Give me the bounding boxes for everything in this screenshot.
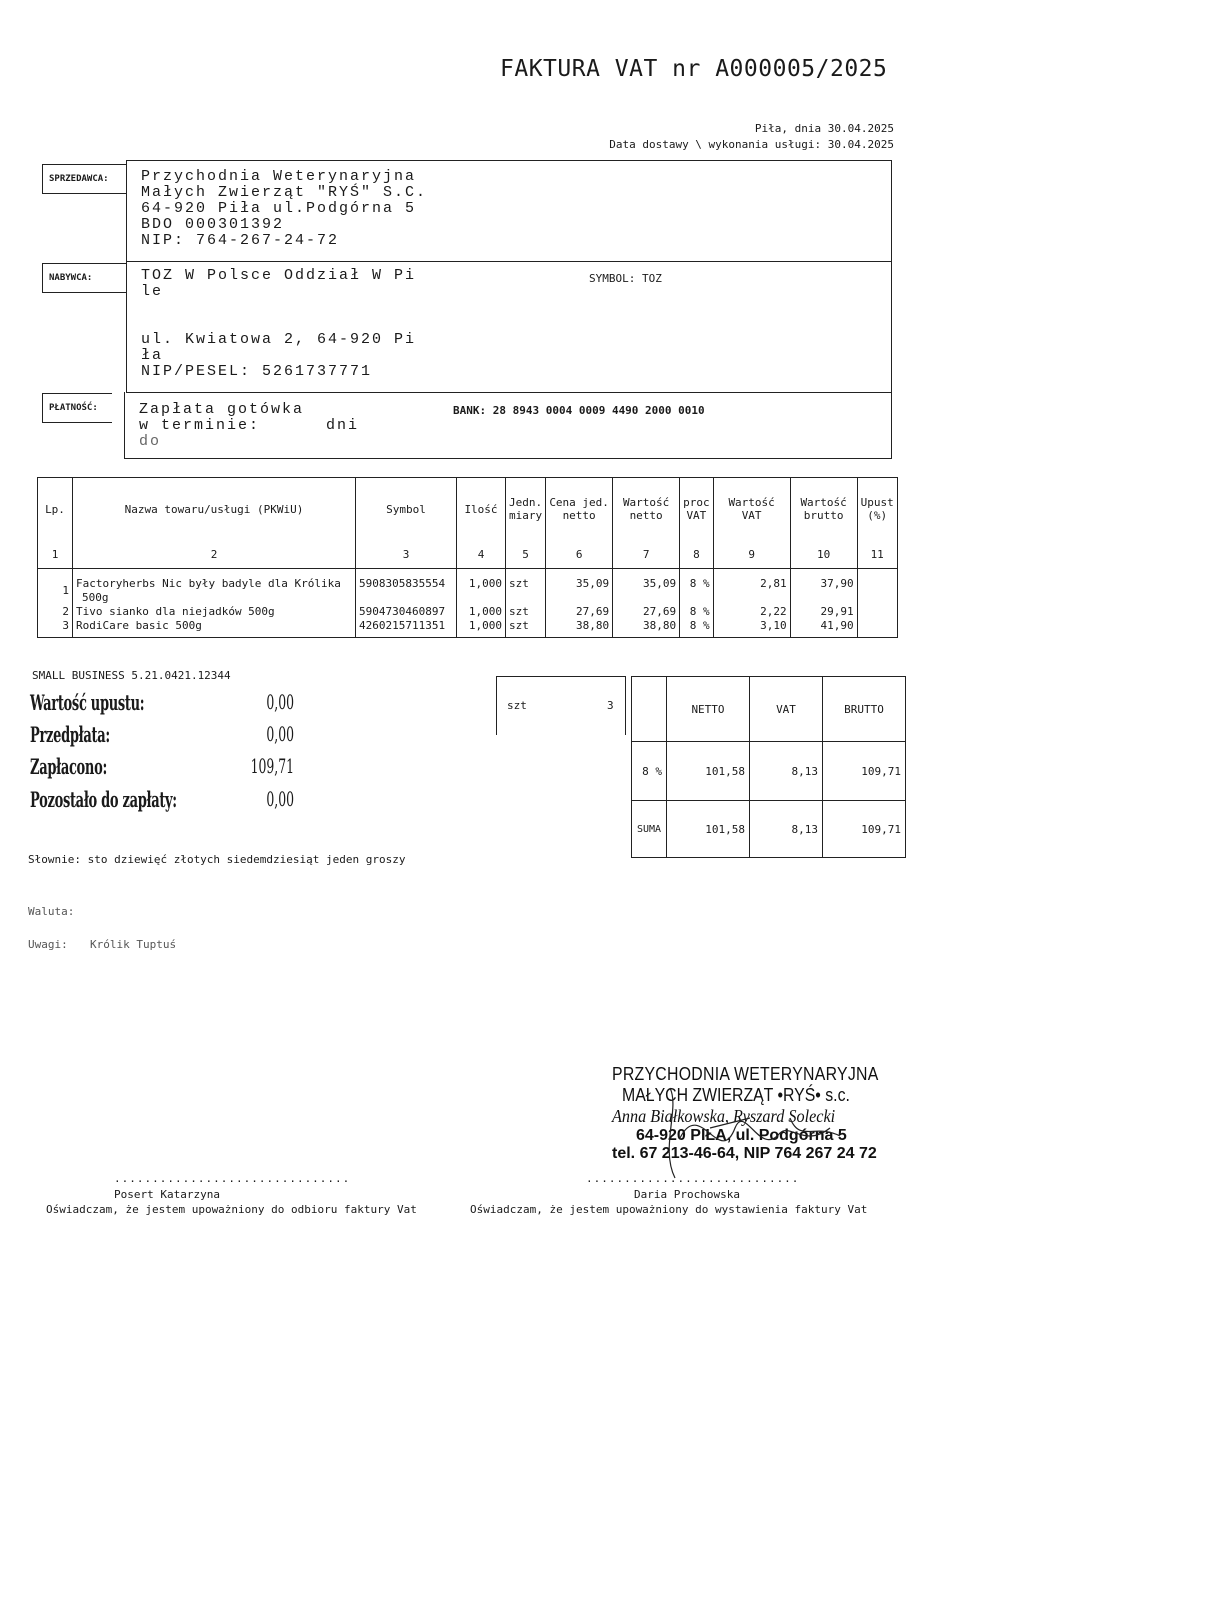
col-number: 4 [457, 540, 506, 569]
row-unit: szt [506, 569, 546, 606]
col-vat: Wartość VAT [713, 478, 790, 541]
row-price: 38,80 [546, 619, 613, 638]
items-table [37, 477, 898, 638]
table-row [38, 605, 898, 619]
vat-sum-label: SUMA [632, 801, 667, 858]
buyer-tag: NABYWCA: [42, 263, 127, 293]
discount-label: Wartość upustu: [30, 690, 145, 715]
buyer-name-line2: le [141, 283, 164, 300]
paid-label: Zapłacono: [30, 754, 107, 779]
vat-header-gross: BRUTTO [823, 677, 906, 742]
table-row [38, 569, 898, 606]
delivery-date: Data dostawy \ wykonania usługi: 30.04.2025 [609, 138, 894, 151]
vat-header-net: NETTO [667, 677, 750, 742]
row-qty: 1,000 [457, 569, 506, 606]
notes-label: Uwagi: [28, 938, 68, 951]
vat-sum-gross: 109,71 [823, 801, 906, 858]
row-name: Tivo sianko dla niejadków 500g [73, 605, 356, 619]
row-vat-rate: 8 % [680, 569, 714, 606]
payment-method: Zapłata gotówka [139, 401, 305, 418]
receiver-name: Posert Katarzyna [114, 1188, 220, 1201]
vat-rate-gross: 109,71 [823, 742, 906, 801]
payment-details [139, 402, 359, 450]
invoice-title: FAKTURA VAT nr A000005/2025 [500, 56, 888, 82]
prepayment-label: Przedpłata: [30, 722, 110, 747]
row-vat-rate: 8 % [680, 605, 714, 619]
seller-bdo: BDO 000301392 [141, 216, 285, 233]
row-net: 38,80 [613, 619, 680, 638]
payment-term: w terminie: dni [139, 417, 360, 434]
row-lp: 2 [38, 605, 73, 619]
seller-box [126, 160, 892, 262]
row-discount [857, 605, 897, 619]
issuer-statement: Oświadczam, że jestem upoważniony do wystawienia faktury Vat [470, 1203, 868, 1216]
row-qty: 1,000 [457, 619, 506, 638]
buyer-nip: NIP/PESEL: 5261737771 [141, 363, 373, 380]
buyer-details [141, 268, 416, 380]
row-net: 27,69 [613, 605, 680, 619]
vat-rate-vat: 8,13 [750, 742, 823, 801]
row-name-line1: Factoryherbs Nic były badyle dla Królika [76, 577, 341, 590]
payment-tag: PŁATNOŚĆ: [42, 393, 112, 423]
row-symbol: 5904730460897 [356, 605, 457, 619]
notes-value: Królik Tuptuś [90, 938, 177, 951]
issuer-signature-line: ............................ [586, 1172, 800, 1185]
row-vat: 2,81 [713, 569, 790, 606]
vat-sum-vat: 8,13 [750, 801, 823, 858]
col-number: 8 [680, 540, 714, 569]
col-net: Wartość netto [613, 478, 680, 541]
row-name [73, 569, 356, 606]
buyer-address-line2: ła [141, 347, 164, 364]
issuer-name: Daria Prochowska [634, 1188, 740, 1201]
receiver-signature-line: ............................... [114, 1172, 351, 1185]
row-vat: 2,22 [713, 605, 790, 619]
row-unit: szt [506, 605, 546, 619]
buyer-symbol: SYMBOL: TOZ [589, 272, 662, 285]
vat-corner-cell [632, 677, 667, 742]
col-number: 5 [506, 540, 546, 569]
seller-nip: NIP: 764-267-24-72 [141, 232, 340, 249]
row-unit: szt [506, 619, 546, 638]
row-discount [857, 619, 897, 638]
col-number: 11 [857, 540, 897, 569]
row-discount [857, 569, 897, 606]
seller-address: 64-920 Piła ul.Podgórna 5 [141, 200, 417, 217]
row-price: 35,09 [546, 569, 613, 606]
unit-count-box [496, 676, 626, 735]
software-version: SMALL BUSINESS 5.21.0421.12344 [32, 669, 231, 682]
col-unit: Jedn. miary [506, 478, 546, 541]
row-gross: 41,90 [790, 619, 857, 638]
unit-count-unit: szt [507, 699, 527, 712]
row-vat: 3,10 [713, 619, 790, 638]
amount-in-words: Słownie: sto dziewięć złotych siedemdziesiąt jeden groszy [28, 853, 406, 866]
receiver-statement: Oświadczam, że jestem upoważniony do odbioru faktury Vat [46, 1203, 417, 1216]
stamp-line1: PRZYCHODNIA WETERYNARYJNA [612, 1064, 879, 1084]
discount-value: 0,00 [266, 690, 294, 714]
col-number: 2 [73, 540, 356, 569]
row-lp: 3 [38, 619, 73, 638]
unit-count-value: 3 [607, 699, 614, 712]
table-row [38, 619, 898, 638]
col-lp: Lp. [38, 478, 73, 541]
col-symbol: Symbol [356, 478, 457, 541]
col-number: 10 [790, 540, 857, 569]
payment-box [124, 392, 892, 459]
vat-sum-row [632, 801, 906, 858]
vat-rate-net: 101,58 [667, 742, 750, 801]
row-name: RodiCare basic 500g [73, 619, 356, 638]
row-name-line2: 500g [82, 591, 109, 604]
seller-name-line2: Małych Zwierząt "RYŚ" S.C. [141, 184, 428, 201]
prepayment-value: 0,00 [266, 722, 294, 746]
row-symbol: 4260215711351 [356, 619, 457, 638]
row-gross: 37,90 [790, 569, 857, 606]
col-discount: Upust (%) [857, 478, 897, 541]
col-number: 9 [713, 540, 790, 569]
col-vat-rate: proc VAT [680, 478, 714, 541]
payment-due: do [139, 433, 162, 450]
col-gross: Wartość brutto [790, 478, 857, 541]
col-number: 6 [546, 540, 613, 569]
vat-header-vat: VAT [750, 677, 823, 742]
stamp-line3: Anna Białkowska, Ryszard Solecki [612, 1106, 836, 1126]
bank-account: BANK: 28 8943 0004 0009 4490 2000 0010 [453, 404, 705, 417]
col-number: 3 [356, 540, 457, 569]
stamp-line5: tel. 67 213-46-64, NIP 764 267 24 72 [612, 1145, 877, 1162]
col-number: 1 [38, 540, 73, 569]
seller-details [141, 169, 427, 249]
issue-date: Piła, dnia 30.04.2025 [754, 122, 894, 135]
col-unit-price: Cena jed. netto [546, 478, 613, 541]
buyer-address-line1: ul. Kwiatowa 2, 64-920 Pi [141, 331, 417, 348]
vat-rate: 8 % [632, 742, 667, 801]
stamp-line4: 64-920 PIŁA, ul. Podgórna 5 [636, 1127, 847, 1144]
row-net: 35,09 [613, 569, 680, 606]
currency-label: Waluta: [28, 905, 75, 918]
remaining-value: 0,00 [266, 787, 294, 811]
row-symbol: 5908305835554 [356, 569, 457, 606]
col-name: Nazwa towaru/usługi (PKWiU) [73, 478, 356, 541]
row-gross: 29,91 [790, 605, 857, 619]
stamp-line2: MAŁYCH ZWIERZĄT •RYŚ• s.c. [622, 1085, 850, 1105]
row-lp: 1 [38, 569, 73, 606]
row-price: 27,69 [546, 605, 613, 619]
vat-summary-table [631, 676, 906, 858]
remaining-label: Pozostało do zapłaty: [30, 787, 177, 812]
vat-sum-net: 101,58 [667, 801, 750, 858]
col-number: 7 [613, 540, 680, 569]
seller-name-line1: Przychodnia Weterynaryjna [141, 168, 417, 185]
row-vat-rate: 8 % [680, 619, 714, 638]
seller-tag: SPRZEDAWCA: [42, 164, 127, 194]
col-qty: Ilość [457, 478, 506, 541]
row-qty: 1,000 [457, 605, 506, 619]
buyer-box [126, 260, 892, 393]
vat-rate-row [632, 742, 906, 801]
buyer-name-line1: TOZ W Polsce Oddział W Pi [141, 267, 417, 284]
paid-value: 109,71 [250, 754, 294, 778]
